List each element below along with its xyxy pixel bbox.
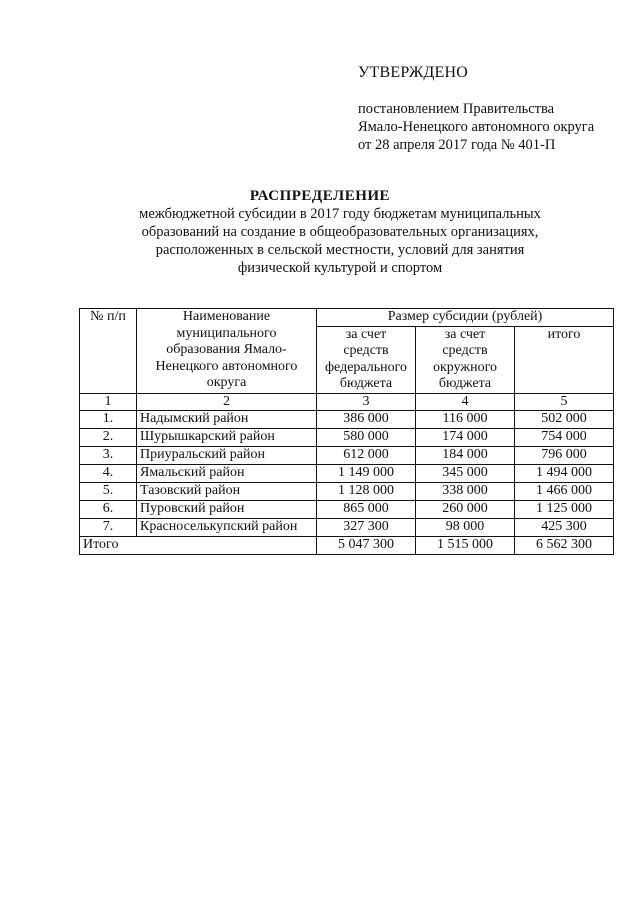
header-row <box>80 309 614 327</box>
row-num: 4. <box>80 465 137 483</box>
header-district-line: бюджета <box>438 376 492 391</box>
subtitle-line: расположенных в сельской местности, условий для занятия <box>155 242 525 258</box>
decree-line: Ямало-Ненецкого автономного округа <box>358 119 595 135</box>
header-district-line: окружного <box>433 359 497 375</box>
table-row <box>80 429 614 447</box>
decree-line: от 28 апреля 2017 года № 401-П <box>358 137 556 153</box>
table-row <box>80 483 614 501</box>
header-name <box>137 309 317 394</box>
row-name: Пуровский район <box>137 501 317 519</box>
header-name-line: округа <box>206 375 247 390</box>
header-name-line: муниципального <box>176 325 277 341</box>
table-row <box>80 447 614 465</box>
row-district: 338 000 <box>416 483 515 501</box>
header-district-line: за счет <box>444 326 486 342</box>
row-total: 1 466 000 <box>515 483 614 501</box>
header-name-line: Ненецкого автономного <box>155 358 298 374</box>
decree-reference <box>358 100 594 154</box>
total-federal: 5 047 300 <box>317 537 416 555</box>
row-federal: 327 300 <box>317 519 416 537</box>
row-name: Шурышкарский район <box>137 429 317 447</box>
total-row <box>80 537 614 555</box>
row-num: 1. <box>80 411 137 429</box>
row-total: 1 125 000 <box>515 501 614 519</box>
row-num: 6. <box>80 501 137 519</box>
row-federal: 612 000 <box>317 447 416 465</box>
row-num: 5. <box>80 483 137 501</box>
header-district-line: средств <box>442 343 488 358</box>
row-num: 7. <box>80 519 137 537</box>
row-total: 502 000 <box>515 411 614 429</box>
row-federal: 1 128 000 <box>317 483 416 501</box>
row-name: Надымский район <box>137 411 317 429</box>
row-num: 2. <box>80 429 137 447</box>
row-total: 1 494 000 <box>515 465 614 483</box>
row-federal: 580 000 <box>317 429 416 447</box>
row-name: Приуральский район <box>137 447 317 465</box>
subsidy-table <box>79 308 614 555</box>
table-row <box>80 501 614 519</box>
row-district: 174 000 <box>416 429 515 447</box>
row-name: Тазовский район <box>137 483 317 501</box>
header-federal-line: бюджета <box>339 376 393 391</box>
header-federal-line: средств <box>343 343 389 358</box>
column-index-row <box>80 393 614 411</box>
header-federal <box>317 326 416 393</box>
row-total: 425 300 <box>515 519 614 537</box>
header-district <box>416 326 515 393</box>
row-total: 754 000 <box>515 429 614 447</box>
row-district: 184 000 <box>416 447 515 465</box>
total-label: Итого <box>80 537 317 555</box>
subtitle-line: межбюджетной субсидии в 2017 году бюджетам муниципальных <box>139 206 541 222</box>
table-row <box>80 519 614 537</box>
document-subtitle <box>110 205 570 277</box>
header-subsidy-group: Размер субсидии (рублей) <box>317 309 614 327</box>
row-name: Ямальский район <box>137 465 317 483</box>
header-federal-line: за счет <box>345 326 387 342</box>
row-num: 3. <box>80 447 137 465</box>
row-name: Красноселькупский район <box>137 519 317 537</box>
subtitle-line: физической культурой и спортом <box>237 260 443 276</box>
row-district: 345 000 <box>416 465 515 483</box>
row-federal: 865 000 <box>317 501 416 519</box>
total-sum: 6 562 300 <box>515 537 614 555</box>
decree-line: постановлением Правительства <box>358 101 555 117</box>
row-federal: 386 000 <box>317 411 416 429</box>
total-district: 1 515 000 <box>416 537 515 555</box>
header-federal-line: федерального <box>324 359 408 375</box>
column-index: 2 <box>137 393 317 411</box>
column-index: 3 <box>317 393 416 411</box>
row-district: 260 000 <box>416 501 515 519</box>
table-row <box>80 465 614 483</box>
row-district: 98 000 <box>416 519 515 537</box>
header-num: № п/п <box>80 309 137 394</box>
row-total: 796 000 <box>515 447 614 465</box>
column-index: 5 <box>515 393 614 411</box>
column-index: 4 <box>416 393 515 411</box>
table-row <box>80 411 614 429</box>
column-index: 1 <box>80 393 137 411</box>
subtitle-line: образований на создание в общеобразовательных организациях, <box>141 224 539 240</box>
header-name-line: образования Ямало- <box>166 342 287 357</box>
approved-stamp: УТВЕРЖДЕНО <box>358 64 469 81</box>
document-title: РАСПРЕДЕЛЕНИЕ <box>249 188 391 204</box>
header-total: итого <box>515 326 614 393</box>
header-name-line: Наименование <box>182 309 271 324</box>
row-federal: 1 149 000 <box>317 465 416 483</box>
row-district: 116 000 <box>416 411 515 429</box>
